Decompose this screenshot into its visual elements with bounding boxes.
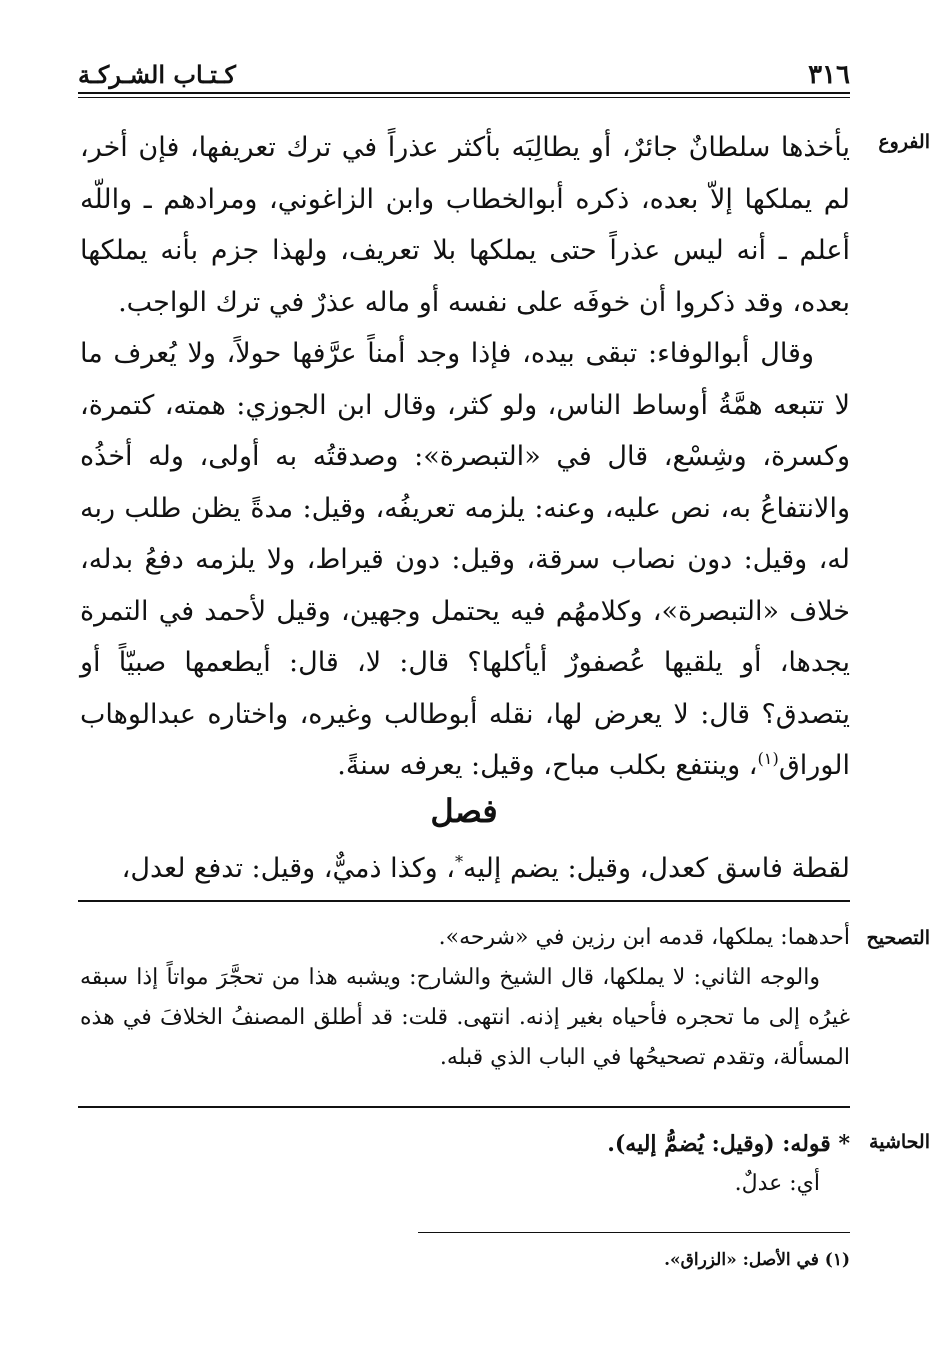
header-rule [78, 92, 850, 94]
divider-hashiya [78, 1106, 850, 1108]
page-number: ٣١٦ [808, 60, 850, 90]
divider-tashih [78, 900, 850, 902]
section-heading: فصل [430, 792, 498, 830]
footnote-marker: (١) [757, 749, 779, 768]
hashiya-text [80, 1124, 850, 1204]
hashiya-star: * [838, 1131, 850, 1157]
main-paragraph-1: يأخذها سلطانٌ جائرٌ، أو يطالِبَه بأكثر عذراً في ترك تعريفها، فإن أخر، لم يملكها إلاّ بعده، ذكره أبوالخطاب وابن الزاغوني، ومرادهم ـ واللّه أعلم ـ أنه ليس عذراً حتى يملكها بلا تعريف، ولهذا جزم بأنه يملكها بعده، وقد ذكروا أن خوفَه على نفسه أو ماله عذرٌ في ترك الواجب. [80, 132, 850, 318]
hashiya-quote [80, 1124, 850, 1164]
running-title: كـتـاب الشـركـة [78, 60, 236, 89]
footnote: (١) في الأصل: «الزراق». [664, 1250, 850, 1270]
section-text [80, 844, 850, 894]
main-paragraph-2-text: وقال أبوالوفاء: تبقى بيده، فإذا وجد أمناً عرَّفها حولاً، ولا يُعرف ما لا تتبعه همَّةُ أوساط الناس، ولو كثر، وقال ابن الجوزي: همته، كتمرة، وكسرة، وشِسْع، قال في «التبصرة»: وصدقتُه به أولى، وله أخذُه والانتفاعُ به، نص عليه، وعنه: يلزمه تعريفُه، وقيل: مدةً يظن طلب ربه له، وقيل: دون نصاب سرقة، وقيل: دون قيراط، ولا يلزمه دفعُ بدله، خلاف «التبصرة»، وكلامهُم فيه يحتمل وجهين، وقيل لأحمد في التمرة يجدها، أو يلقيها عُصفورٌ أيأكلها؟ قال: لا، قال: أيطعمها صبيّاً أو يتصدق؟ قال: لا يعرض لها، نقله أبوطالب وغيره، واختاره عبدالوهاب الوراق [80, 338, 850, 781]
main-paragraph-2-ending: ، وينتفع بكلب مباح، وقيل: يعرفه سنةً. [337, 750, 758, 781]
main-text [80, 122, 850, 792]
footnote-rule [418, 1232, 850, 1233]
side-label-tashih: التصحيح [866, 927, 930, 949]
section-text-end: ، وكذا ذميٌّ، وقيل: تدفع لعدل، [121, 853, 455, 884]
tashih-text [80, 918, 850, 1078]
tashih-paragraph-2: والوجه الثاني: لا يملكها، قال الشيخ والشارح: ويشبه هذا من تحجَّرَ مواتاً إذا سبقه غيرُه إلى ما تحجره فأحياه بغير إذنه. انتهى. قلت: قد أطلق المصنفُ الخلافَ في هذه المسألة، وتقدم تصحيحُها في الباب الذي قبله. [80, 965, 850, 1070]
page-header [78, 58, 850, 92]
side-label-hashiya: الحاشية [869, 1131, 930, 1153]
section-text-start: لقطة فاسق كعدل، وقيل: يضم إليه [463, 853, 850, 884]
hashiya-marker: * [454, 852, 464, 871]
side-label-furu: الفروع [878, 131, 930, 153]
main-paragraph-2 [80, 328, 850, 792]
hashiya-quote-label: قوله: (وقيل: يُضمُّ إليه). [607, 1131, 831, 1157]
hashiya-explanation: أي: عدلٌ. [734, 1171, 820, 1196]
header-rule-secondary [78, 97, 850, 98]
section-paragraph [80, 844, 850, 894]
tashih-line-1: أحدهما: يملكها، قدمه ابن رزين في «شرحه». [438, 925, 850, 950]
